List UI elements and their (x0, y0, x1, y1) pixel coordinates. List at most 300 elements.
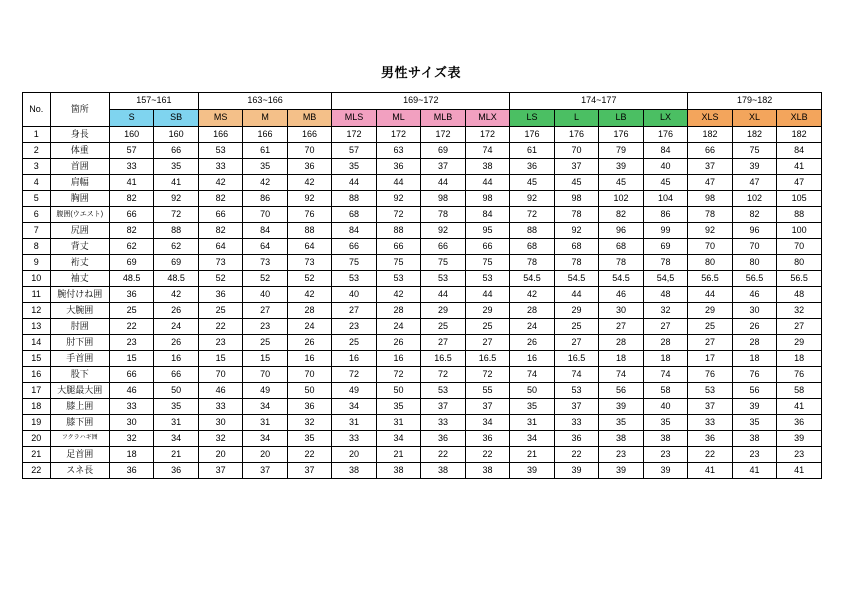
measurement-cell: 70 (198, 367, 242, 383)
measurement-cell: 46 (198, 383, 242, 399)
table-body (23, 127, 822, 479)
measurement-cell: 80 (777, 255, 822, 271)
measurement-cell: 78 (421, 207, 465, 223)
measurement-cell: 86 (643, 207, 688, 223)
measurement-cell: 37 (554, 159, 598, 175)
measurement-cell: 26 (732, 319, 776, 335)
measurement-cell: 84 (777, 143, 822, 159)
measurement-cell: 20 (198, 447, 242, 463)
measurement-cell: 25 (198, 303, 242, 319)
measurement-cell: 92 (154, 191, 199, 207)
measurement-cell: 88 (154, 223, 199, 239)
measurement-cell: 30 (198, 415, 242, 431)
measurement-cell: 70 (243, 207, 287, 223)
measurement-cell: 37 (688, 159, 732, 175)
measurement-cell: 39 (732, 159, 776, 175)
row-number: 19 (23, 415, 51, 431)
measurement-cell: 39 (554, 463, 598, 479)
measurement-cell: 35 (376, 399, 420, 415)
measurement-cell: 33 (198, 399, 242, 415)
measurement-cell: 31 (154, 415, 199, 431)
measurement-cell: 166 (243, 127, 287, 143)
measurement-cell: 22 (421, 447, 465, 463)
measurement-cell: 75 (376, 255, 420, 271)
row-number: 2 (23, 143, 51, 159)
measurement-cell: 38 (732, 431, 776, 447)
measurement-cell: 182 (688, 127, 732, 143)
row-part-label: 尻囲 (50, 223, 109, 239)
measurement-cell: 92 (287, 191, 332, 207)
measurement-cell: 23 (109, 335, 153, 351)
measurement-cell: 22 (287, 447, 332, 463)
measurement-cell: 172 (332, 127, 376, 143)
measurement-cell: 36 (465, 431, 510, 447)
measurement-cell: 23 (198, 335, 242, 351)
measurement-cell: 42 (287, 287, 332, 303)
measurement-cell: 75 (332, 255, 376, 271)
measurement-cell: 33 (109, 399, 153, 415)
measurement-cell: 34 (243, 399, 287, 415)
measurement-cell: 15 (243, 351, 287, 367)
measurement-cell: 22 (554, 447, 598, 463)
measurement-cell: 70 (732, 239, 776, 255)
measurement-cell: 44 (554, 287, 598, 303)
measurement-cell: 36 (688, 431, 732, 447)
measurement-cell: 98 (421, 191, 465, 207)
measurement-cell: 36 (109, 287, 153, 303)
group-header-157~161: 157~161 (109, 93, 198, 110)
group-header-row (23, 93, 822, 110)
measurement-cell: 73 (287, 255, 332, 271)
measurement-cell: 35 (599, 415, 643, 431)
measurement-cell: 22 (109, 319, 153, 335)
measurement-cell: 92 (554, 223, 598, 239)
size-code-L: L (554, 110, 598, 127)
table-row (23, 415, 822, 431)
measurement-cell: 33 (554, 415, 598, 431)
measurement-cell: 70 (287, 367, 332, 383)
table-row (23, 335, 822, 351)
group-header-174~177: 174~177 (510, 93, 688, 110)
row-number: 17 (23, 383, 51, 399)
measurement-cell: 80 (688, 255, 732, 271)
measurement-cell: 23 (777, 447, 822, 463)
row-part-label: 身長 (50, 127, 109, 143)
measurement-cell: 176 (554, 127, 598, 143)
measurement-cell: 31 (510, 415, 554, 431)
measurement-cell: 21 (510, 447, 554, 463)
measurement-cell: 50 (376, 383, 420, 399)
measurement-cell: 79 (599, 143, 643, 159)
measurement-cell: 34 (510, 431, 554, 447)
measurement-cell: 16 (376, 351, 420, 367)
measurement-cell: 98 (554, 191, 598, 207)
size-code-S: S (109, 110, 153, 127)
table-row (23, 351, 822, 367)
measurement-cell: 47 (777, 175, 822, 191)
measurement-cell: 82 (599, 207, 643, 223)
measurement-cell: 84 (332, 223, 376, 239)
measurement-cell: 16.5 (421, 351, 465, 367)
measurement-cell: 28 (643, 335, 688, 351)
measurement-cell: 69 (109, 255, 153, 271)
measurement-cell: 166 (287, 127, 332, 143)
measurement-cell: 36 (554, 431, 598, 447)
measurement-cell: 27 (465, 335, 510, 351)
measurement-cell: 38 (376, 463, 420, 479)
measurement-cell: 31 (243, 415, 287, 431)
measurement-cell: 37 (287, 463, 332, 479)
row-number: 9 (23, 255, 51, 271)
table-row (23, 303, 822, 319)
table-row (23, 191, 822, 207)
measurement-cell: 35 (732, 415, 776, 431)
measurement-cell: 82 (109, 223, 153, 239)
row-number: 4 (23, 175, 51, 191)
measurement-cell: 75 (732, 143, 776, 159)
measurement-cell: 42 (198, 175, 242, 191)
measurement-cell: 25 (554, 319, 598, 335)
measurement-cell: 88 (777, 207, 822, 223)
measurement-cell: 25 (421, 319, 465, 335)
measurement-cell: 88 (287, 223, 332, 239)
measurement-cell: 78 (688, 207, 732, 223)
measurement-cell: 37 (421, 399, 465, 415)
measurement-cell: 45 (643, 175, 688, 191)
measurement-cell: 16.5 (465, 351, 510, 367)
measurement-cell: 44 (465, 287, 510, 303)
page-title: 男性サイズ表 (381, 65, 461, 80)
measurement-cell: 23 (332, 319, 376, 335)
size-code-ML: ML (376, 110, 420, 127)
measurement-cell: 78 (510, 255, 554, 271)
size-code-SB: SB (154, 110, 199, 127)
measurement-cell: 30 (732, 303, 776, 319)
measurement-cell: 66 (198, 207, 242, 223)
measurement-cell: 34 (332, 399, 376, 415)
measurement-cell: 41 (732, 463, 776, 479)
measurement-cell: 29 (688, 303, 732, 319)
size-code-XLB: XLB (777, 110, 822, 127)
row-number: 18 (23, 399, 51, 415)
measurement-cell: 92 (510, 191, 554, 207)
size-code-M: M (243, 110, 287, 127)
measurement-cell: 29 (554, 303, 598, 319)
measurement-cell: 29 (421, 303, 465, 319)
measurement-cell: 104 (643, 191, 688, 207)
measurement-cell: 66 (109, 367, 153, 383)
row-part-label: 手首囲 (50, 351, 109, 367)
table-row (23, 383, 822, 399)
measurement-cell: 58 (777, 383, 822, 399)
measurement-cell: 45 (599, 175, 643, 191)
measurement-cell: 32 (198, 431, 242, 447)
measurement-cell: 38 (465, 159, 510, 175)
table-row (23, 255, 822, 271)
measurement-cell: 46 (599, 287, 643, 303)
measurement-cell: 20 (243, 447, 287, 463)
measurement-cell: 22 (465, 447, 510, 463)
measurement-cell: 42 (243, 175, 287, 191)
measurement-cell: 55 (465, 383, 510, 399)
measurement-cell: 50 (510, 383, 554, 399)
measurement-cell: 26 (154, 303, 199, 319)
measurement-cell: 36 (421, 431, 465, 447)
row-number: 3 (23, 159, 51, 175)
measurement-cell: 36 (777, 415, 822, 431)
measurement-cell: 88 (376, 223, 420, 239)
measurement-cell: 92 (376, 191, 420, 207)
measurement-cell: 32 (287, 415, 332, 431)
measurement-cell: 36 (287, 159, 332, 175)
measurement-cell: 56 (732, 383, 776, 399)
measurement-cell: 74 (599, 367, 643, 383)
measurement-cell: 50 (154, 383, 199, 399)
measurement-cell: 40 (243, 287, 287, 303)
measurement-cell: 68 (510, 239, 554, 255)
measurement-cell: 76 (732, 367, 776, 383)
measurement-cell: 76 (688, 367, 732, 383)
measurement-cell: 18 (109, 447, 153, 463)
measurement-cell: 30 (599, 303, 643, 319)
group-header-163~166: 163~166 (198, 93, 331, 110)
measurement-cell: 29 (465, 303, 510, 319)
measurement-cell: 82 (109, 191, 153, 207)
row-number: 8 (23, 239, 51, 255)
measurement-cell: 176 (599, 127, 643, 143)
measurement-cell: 66 (376, 239, 420, 255)
measurement-cell: 172 (421, 127, 465, 143)
row-part-label: スネ長 (50, 463, 109, 479)
measurement-cell: 31 (376, 415, 420, 431)
measurement-cell: 27 (243, 303, 287, 319)
measurement-cell: 66 (421, 239, 465, 255)
row-number: 21 (23, 447, 51, 463)
measurement-cell: 45 (554, 175, 598, 191)
row-part-label: 体重 (50, 143, 109, 159)
column-header-no: No. (23, 93, 51, 127)
measurement-cell: 16 (510, 351, 554, 367)
measurement-cell: 34 (376, 431, 420, 447)
measurement-cell: 54.5 (554, 271, 598, 287)
measurement-cell: 69 (421, 143, 465, 159)
measurement-cell: 70 (777, 239, 822, 255)
measurement-cell: 62 (154, 239, 199, 255)
measurement-cell: 35 (643, 415, 688, 431)
measurement-cell: 28 (599, 335, 643, 351)
measurement-cell: 28 (287, 303, 332, 319)
row-number: 16 (23, 367, 51, 383)
measurement-cell: 95 (465, 223, 510, 239)
table-row (23, 463, 822, 479)
measurement-cell: 35 (154, 159, 199, 175)
measurement-cell: 33 (332, 431, 376, 447)
measurement-cell: 39 (732, 399, 776, 415)
row-part-label: 大腕囲 (50, 303, 109, 319)
measurement-cell: 24 (154, 319, 199, 335)
size-code-row (23, 110, 822, 127)
measurement-cell: 53 (198, 143, 242, 159)
row-number: 22 (23, 463, 51, 479)
measurement-cell: 99 (643, 223, 688, 239)
measurement-cell: 26 (510, 335, 554, 351)
measurement-cell: 23 (643, 447, 688, 463)
measurement-cell: 84 (465, 207, 510, 223)
measurement-cell: 86 (243, 191, 287, 207)
measurement-cell: 100 (777, 223, 822, 239)
measurement-cell: 54.5 (510, 271, 554, 287)
measurement-cell: 33 (109, 159, 153, 175)
measurement-cell: 25 (688, 319, 732, 335)
measurement-cell: 72 (154, 207, 199, 223)
measurement-cell: 53 (554, 383, 598, 399)
measurement-cell: 26 (287, 335, 332, 351)
row-part-label: 腹囲(ウエスト) (50, 207, 109, 223)
measurement-cell: 47 (732, 175, 776, 191)
measurement-cell: 172 (376, 127, 420, 143)
measurement-cell: 69 (643, 239, 688, 255)
measurement-cell: 36 (198, 287, 242, 303)
measurement-cell: 16 (287, 351, 332, 367)
measurement-cell: 73 (243, 255, 287, 271)
measurement-cell: 37 (421, 159, 465, 175)
row-number: 15 (23, 351, 51, 367)
measurement-cell: 74 (643, 367, 688, 383)
measurement-cell: 16.5 (554, 351, 598, 367)
row-number: 12 (23, 303, 51, 319)
measurement-cell: 62 (109, 239, 153, 255)
measurement-cell: 53 (421, 271, 465, 287)
row-number: 14 (23, 335, 51, 351)
measurement-cell: 40 (643, 159, 688, 175)
measurement-cell: 20 (332, 447, 376, 463)
table-row (23, 367, 822, 383)
group-header-179~182: 179~182 (688, 93, 822, 110)
measurement-cell: 42 (510, 287, 554, 303)
size-code-MLB: MLB (421, 110, 465, 127)
measurement-cell: 92 (421, 223, 465, 239)
table-row (23, 127, 822, 143)
measurement-cell: 53 (421, 383, 465, 399)
measurement-cell: 44 (421, 175, 465, 191)
measurement-cell: 16 (332, 351, 376, 367)
measurement-cell: 41 (154, 175, 199, 191)
size-code-LS: LS (510, 110, 554, 127)
measurement-cell: 22 (688, 447, 732, 463)
measurement-cell: 36 (154, 463, 199, 479)
measurement-cell: 52 (287, 271, 332, 287)
measurement-cell: 63 (376, 143, 420, 159)
measurement-cell: 37 (243, 463, 287, 479)
measurement-cell: 76 (287, 207, 332, 223)
measurement-cell: 72 (510, 207, 554, 223)
row-part-label: 背丈 (50, 239, 109, 255)
measurement-cell: 172 (465, 127, 510, 143)
row-number: 10 (23, 271, 51, 287)
measurement-cell: 33 (198, 159, 242, 175)
measurement-cell: 38 (643, 431, 688, 447)
measurement-cell: 22 (198, 319, 242, 335)
row-number: 1 (23, 127, 51, 143)
measurement-cell: 27 (554, 335, 598, 351)
measurement-cell: 38 (465, 463, 510, 479)
measurement-cell: 28 (510, 303, 554, 319)
measurement-cell: 78 (554, 207, 598, 223)
size-code-MB: MB (287, 110, 332, 127)
measurement-cell: 98 (465, 191, 510, 207)
measurement-cell: 18 (732, 351, 776, 367)
measurement-cell: 57 (332, 143, 376, 159)
measurement-cell: 182 (777, 127, 822, 143)
measurement-cell: 41 (777, 463, 822, 479)
measurement-cell: 69 (154, 255, 199, 271)
measurement-cell: 53 (376, 271, 420, 287)
measurement-cell: 21 (154, 447, 199, 463)
column-header-part: 箇所 (50, 93, 109, 127)
measurement-cell: 54,5 (643, 271, 688, 287)
measurement-cell: 33 (421, 415, 465, 431)
measurement-cell: 37 (554, 399, 598, 415)
row-part-label: 胸囲 (50, 191, 109, 207)
measurement-cell: 176 (510, 127, 554, 143)
measurement-cell: 70 (554, 143, 598, 159)
measurement-cell: 82 (198, 191, 242, 207)
measurement-cell: 66 (332, 239, 376, 255)
measurement-cell: 38 (332, 463, 376, 479)
measurement-cell: 38 (599, 431, 643, 447)
table-row (23, 239, 822, 255)
table-row (23, 271, 822, 287)
measurement-cell: 33 (688, 415, 732, 431)
measurement-cell: 96 (732, 223, 776, 239)
measurement-cell: 72 (376, 207, 420, 223)
measurement-cell: 17 (688, 351, 732, 367)
table-row (23, 175, 822, 191)
measurement-cell: 37 (198, 463, 242, 479)
measurement-cell: 44 (421, 287, 465, 303)
measurement-cell: 64 (198, 239, 242, 255)
row-part-label: フクラハギ囲 (50, 431, 109, 447)
measurement-cell: 64 (287, 239, 332, 255)
measurement-cell: 58 (643, 383, 688, 399)
measurement-cell: 66 (465, 239, 510, 255)
measurement-cell: 40 (643, 399, 688, 415)
size-code-XL: XL (732, 110, 776, 127)
measurement-cell: 74 (465, 143, 510, 159)
measurement-cell: 56.5 (732, 271, 776, 287)
measurement-cell: 25 (332, 335, 376, 351)
row-part-label: 膝上囲 (50, 399, 109, 415)
measurement-cell: 24 (510, 319, 554, 335)
measurement-cell: 40 (332, 287, 376, 303)
measurement-cell: 24 (376, 319, 420, 335)
table-row (23, 447, 822, 463)
measurement-cell: 26 (154, 335, 199, 351)
measurement-cell: 41 (777, 159, 822, 175)
measurement-cell: 61 (510, 143, 554, 159)
size-code-LX: LX (643, 110, 688, 127)
table-row (23, 399, 822, 415)
measurement-cell: 56.5 (777, 271, 822, 287)
table-row (23, 223, 822, 239)
measurement-cell: 24 (287, 319, 332, 335)
size-code-LB: LB (599, 110, 643, 127)
measurement-cell: 68 (554, 239, 598, 255)
table-row (23, 159, 822, 175)
measurement-cell: 36 (109, 463, 153, 479)
measurement-cell: 72 (332, 367, 376, 383)
table-row (23, 143, 822, 159)
